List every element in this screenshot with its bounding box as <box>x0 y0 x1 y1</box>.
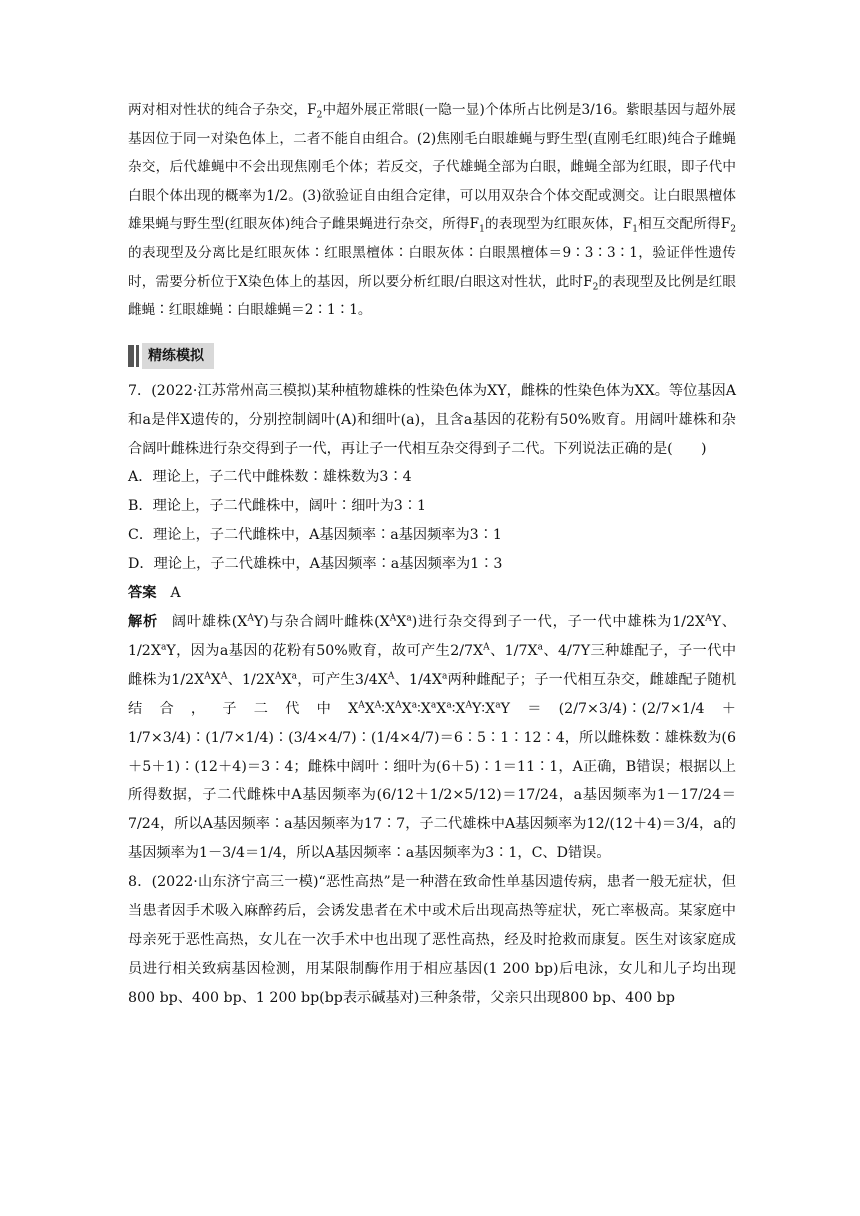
text-run: )进行杂交得到子一代，子一代中雄株为1/2X <box>411 614 706 630</box>
text-run: X <box>364 700 375 717</box>
superscript: a <box>411 699 418 710</box>
text-run: Y＝(2/7×3/4)∶(2/7×1/4＋1/7×3/4)∶(1/7×1/4)∶(3/4×4/7)∶(1/4×4/7)＝6∶5∶1∶12∶4，所以雌株数∶雄株数为(6＋5＋1)∶(12＋4)＝3∶4；雌株中阔叶∶细叶为(6＋5)∶1＝11∶1，A正确，B错误；根据以上所得数据，子二代雌株中A基因频率为(6/12＋1/2×5/12)＝17/24，a基因频率为1－17/24＝7/24，所以A基因频率∶a基因频率为17∶7，子二代雄株中A基因频率为12/(12＋4)＝3/4，a的基因频率为1－3/4＝1/4，所以A基因频率∶a基因频率为3∶1，C、D错误。 <box>128 700 736 862</box>
text-run: ∶X <box>417 700 431 717</box>
text-run: ，可产生3/4X <box>296 671 388 688</box>
analysis-paragraph <box>128 608 736 868</box>
superscript: a <box>430 699 437 710</box>
answer-line <box>128 579 736 608</box>
text-run: Y∶X <box>472 700 496 717</box>
text-run: 两种雌配子；子一代相互杂交，雌雄配子随机结合，子二代中X <box>128 671 737 717</box>
subscript: 1 <box>632 225 638 236</box>
text-run: 、1/4X <box>394 671 442 688</box>
option-d: D．理论上，子二代雄株中，A基因频率∶a基因频率为1∶3 <box>128 556 503 573</box>
question-7 <box>128 377 736 868</box>
text-run: 、4/7Y三种雄配子，子一代中雌株为1/2X <box>128 642 737 688</box>
question-stem: 8．(2022·山东济宁高三一模)“恶性高热”是一种潜在致命性单基因遗传病，患者一般无症状，但当患者因手术吸入麻醉药后，会诱发患者在术中或术后出现高热等症状，死亡率极高。某家庭中母亲死于恶性高热，女儿在一次手术中也出现了恶性高热，经及时抢救而康复。医生对该家庭成员进行相关致病基因检测，用某限制酶作用于相应基因(1 200 bp)后电泳，女儿和儿子均出现800 bp、400 bp、1 200 bp(bp表示碱基对)三种条带，父亲只出现800 bp、400 bp <box>128 874 736 1006</box>
superscript: A <box>247 613 254 624</box>
superscript: A <box>387 671 395 682</box>
superscript: a <box>442 671 448 682</box>
superscript: A <box>395 699 402 710</box>
section-bar-icon <box>136 345 139 367</box>
superscript: A <box>705 613 712 624</box>
text-run: Y)与杂合阔叶雌株(X <box>253 614 390 630</box>
text-run: 的表现型及分离比是红眼灰体∶红眼黑檀体∶白眼灰体∶白眼黑檀体＝9∶3∶3∶1，验证伴性遗传时，需要分析位于X染色体上的基因，所以要分析红眼/白眼这对性状，此时F <box>128 244 736 290</box>
text-run: X <box>281 671 292 688</box>
subscript: 2 <box>592 282 599 293</box>
analysis-body <box>128 614 736 861</box>
superscript: A <box>204 671 211 682</box>
superscript: A <box>274 671 282 682</box>
superscript: a <box>291 671 297 682</box>
text-run: Y，因为a基因的花粉有50%败育，故可产生2/7X <box>166 642 484 659</box>
text-run: X <box>396 614 407 630</box>
page-content <box>128 96 736 1013</box>
text-run: 中超外展正常眼(一隐一显)个体所占比例是3/16。紫眼基因与超外展基因位于同一对染色体上，二者不能自由组合。(2)焦刚毛白眼雄蝇与野生型(直刚毛红眼)纯合子雌蝇杂交，后代雄蝇中不会出现焦刚毛个体；若反交，子代雄蝇全部为白眼，雌蝇全部为红眼，即子代中白眼个体出现的概率为1/2。(3)欲验证自由组合定律，可以用双杂合个体交配或测交。让白眼黑檀体雄果蝇与野生型(红眼灰体)纯合子雌果蝇进行杂交，所得F <box>128 102 736 233</box>
superscript: A <box>220 671 228 682</box>
text-run: 相互交配所得F <box>637 216 731 233</box>
question-8 <box>128 868 736 1013</box>
text-run: ∶X <box>451 700 466 717</box>
superscript: A <box>483 642 490 653</box>
superscript: a <box>446 699 452 710</box>
intro-block <box>128 96 736 325</box>
text-run: Y、1/2X <box>128 614 736 659</box>
option-c: C．理论上，子二代雌株中，A基因频率∶a基因频率为3∶1 <box>128 527 502 544</box>
text-run: 、1/7X <box>489 642 538 659</box>
text-run: 的表现型为红眼灰体，F <box>484 216 633 233</box>
subscript: 2 <box>316 110 323 121</box>
superscript: a <box>160 642 167 653</box>
text-run: X <box>210 671 221 688</box>
answer-label: 答案 <box>128 585 157 602</box>
subscript: 1 <box>479 225 485 236</box>
text-run: ∶X <box>381 700 396 717</box>
superscript: A <box>374 699 382 710</box>
text-run: 两对相对性状的纯合子杂交，F <box>128 102 317 118</box>
text-run: 的表现型及比例是红眼雌蝇∶红眼雄蝇∶白眼雄蝇＝2∶1∶1。 <box>128 273 737 319</box>
superscript: a <box>537 642 543 653</box>
section-bar-icon <box>128 345 134 367</box>
superscript: A <box>465 699 473 710</box>
superscript: A <box>389 613 397 624</box>
text-run: X <box>401 700 412 717</box>
text-run: 、1/2X <box>227 671 275 688</box>
text-run: 阔叶雄株(X <box>171 614 248 630</box>
text-run: X <box>436 700 447 717</box>
subscript: 2 <box>730 225 736 236</box>
analysis-label: 解析 <box>128 614 158 630</box>
option-b: B．理论上，子二代雌株中，阔叶∶细叶为3∶1 <box>128 498 427 515</box>
superscript: a <box>406 613 412 624</box>
question-stem: 7．(2022·江苏常州高三模拟)某种植物雄株的性染色体为XY，雌株的性染色体为XX。等位基因A和a是伴X遗传的，分别控制阔叶(A)和细叶(a)，且含a基因的花粉有50%败育。用阔叶雄株和杂合阔叶雌株进行杂交得到子一代，再让子一代相互杂交得到子二代。下列说法正确的是( ) <box>128 382 736 457</box>
section-heading <box>128 343 736 369</box>
superscript: A <box>358 699 365 710</box>
option-a: A．理论上，子二代中雌株数∶雄株数为3∶4 <box>128 469 412 486</box>
superscript: a <box>495 699 501 710</box>
section-title: 精练模拟 <box>142 343 214 369</box>
intro-paragraph <box>128 96 736 325</box>
answer-value: A <box>170 585 181 602</box>
